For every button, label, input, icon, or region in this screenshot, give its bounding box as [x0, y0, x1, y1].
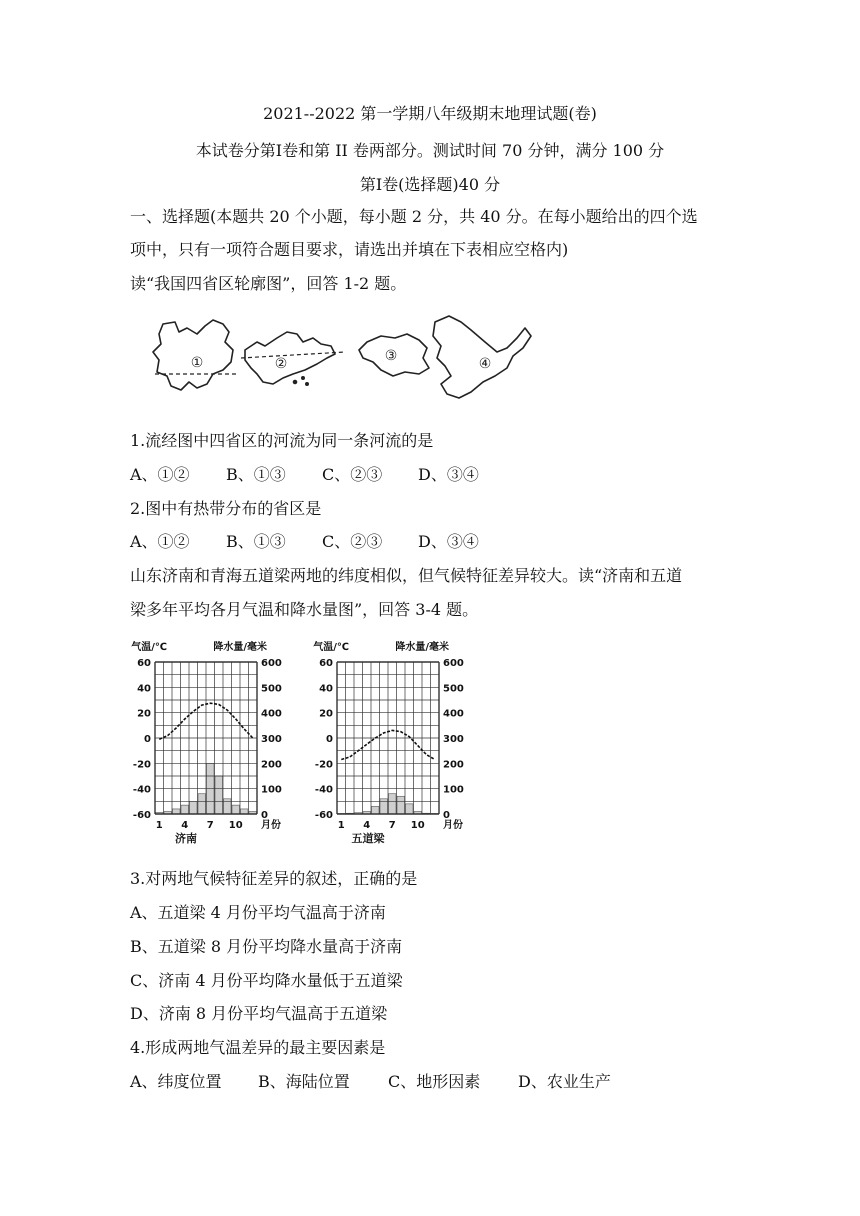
chart-1-title: 济南: [175, 832, 197, 845]
section-heading-line1: 一、选择题(本题共 20 个小题，每小题 2 分，共 40 分。在每小题给出的四个选: [130, 207, 698, 226]
q2-option-b[interactable]: B、①③: [226, 532, 286, 551]
chart-1-x-tick: 1: [155, 820, 163, 831]
province-label-2: ②: [274, 356, 288, 372]
reading-prompt-1: 读“我国四省区轮廓图”，回答 1-2 题。: [130, 274, 407, 293]
q1-option-d[interactable]: D、③④: [418, 465, 479, 484]
question-4-options: [130, 1071, 611, 1093]
q4-option-c[interactable]: C、地形因素: [388, 1072, 481, 1091]
chart-1-y-left-tick: -40: [132, 784, 151, 796]
chart-2-y-right-tick: 600: [443, 658, 464, 669]
chart-1-x-label: 月份: [261, 820, 281, 831]
chart-1-y-left-tick: 40: [137, 683, 151, 695]
chart-2-y-left-tick: -60: [314, 810, 333, 821]
chart-2-y-right-label: 降水量/毫米: [395, 642, 449, 653]
chart-2-y-left-tick: -40: [314, 784, 333, 796]
chart-2-x-label: 月份: [443, 820, 463, 831]
province-label-3: ③: [384, 348, 398, 364]
chart-2-x-tick: 10: [410, 820, 425, 831]
chart-1-y-right-tick: 100: [261, 784, 282, 796]
chart-1-y-left-label: 气温/℃: [131, 642, 167, 653]
chart-2-y-left-tick: 20: [319, 708, 333, 720]
q2-option-a[interactable]: A、①②: [130, 532, 190, 551]
chart-1-y-left-tick: -60: [132, 810, 151, 821]
chart-2-y-right-tick: 300: [443, 734, 464, 745]
chart-2-y-left-tick: 60: [319, 658, 333, 669]
chart-1-y-right-tick: 600: [261, 658, 282, 669]
chart-2-title: 五道梁: [351, 832, 385, 845]
climate-charts-figure: [125, 634, 475, 854]
chart-2-x-tick: 4: [363, 820, 371, 831]
chart-2-precip-bar: [372, 806, 380, 814]
section-heading-line2: 项中，只有一项符合题目要求，请选出并填在下表相应空格内): [130, 240, 569, 259]
province-2-outline: [245, 332, 335, 384]
chart-2-y-right-tick: 100: [443, 784, 464, 796]
chart-2-precip-bar: [406, 804, 414, 814]
chart-2-y-left-tick: 0: [326, 734, 333, 745]
chart-1-y-left-tick: -20: [132, 759, 151, 771]
q1-option-b[interactable]: B、①③: [226, 465, 286, 484]
q2-option-c[interactable]: C、②③: [322, 532, 383, 551]
chart-1-precip-bar: [181, 805, 189, 814]
chart-2-y-right-tick: 500: [443, 683, 464, 695]
chart-1-precip-bar: [198, 794, 206, 814]
chart-1-precip-bar: [215, 776, 223, 814]
chart-1-x-tick: 4: [181, 820, 189, 831]
chart-1-precip-bar: [190, 801, 198, 814]
chart-1-y-right-tick: 300: [261, 734, 282, 745]
q3-option-a[interactable]: A、五道梁 4 月份平均气温高于济南: [130, 903, 386, 922]
exam-title: 2021--2022 第一学期八年级期末地理试题(卷): [263, 104, 597, 123]
chart-1-y-left-tick: 20: [137, 708, 151, 720]
question-4-stem: 4.形成两地气温差异的最主要因素是: [130, 1038, 386, 1057]
chart-2-precip-bar: [389, 794, 397, 814]
province-outline-map: [145, 312, 545, 407]
chart-2-y-left-tick: -20: [314, 759, 333, 771]
chart-1-y-left-tick: 0: [144, 734, 151, 745]
province-label-1: ①: [190, 355, 204, 371]
exam-info: 本试卷分第Ⅰ卷和第 II 卷两部分。测试时间 70 分钟，满分 100 分: [195, 141, 665, 160]
q3-option-c[interactable]: C、济南 4 月份平均降水量低于五道梁: [130, 971, 403, 990]
chart-1-x-tick: 10: [228, 820, 243, 831]
q1-option-a[interactable]: A、①②: [130, 465, 190, 484]
q2-option-d[interactable]: D、③④: [418, 532, 479, 551]
passage-2-line2: 梁多年平均各月气温和降水量图”，回答 3-4 题。: [130, 600, 479, 619]
question-3-stem: 3.对两地气候特征差异的叙述，正确的是: [130, 869, 418, 888]
chart-1-x-tick: 7: [206, 820, 214, 831]
q3-option-d[interactable]: D、济南 8 月份平均气温高于五道梁: [130, 1004, 388, 1023]
q4-option-b[interactable]: B、海陆位置: [258, 1072, 350, 1091]
chart-2-precip-bar: [397, 796, 405, 814]
question-1-options: [130, 464, 479, 486]
chart-2-y-left-tick: 40: [319, 683, 333, 695]
question-1-stem: 1.流经图中四省区的河流为同一条河流的是: [130, 431, 434, 450]
question-2-options: [130, 531, 479, 553]
chart-1-y-right-tick: 0: [261, 810, 268, 821]
part-one-heading: 第Ⅰ卷(选择题)40 分: [359, 175, 501, 194]
province-label-4: ④: [478, 356, 492, 372]
passage-2-line1: 山东济南和青海五道梁两地的纬度相似，但气候特征差异较大。读“济南和五道: [130, 566, 683, 585]
chart-2-x-tick: 7: [388, 820, 396, 831]
chart-1-precip-bar: [241, 809, 249, 814]
chart-2-y-right-tick: 400: [443, 708, 464, 720]
chart-1-y-right-label: 降水量/毫米: [213, 642, 267, 653]
q4-option-a[interactable]: A、纬度位置: [130, 1072, 222, 1091]
chart-1-y-left-tick: 60: [137, 658, 151, 669]
question-2-stem: 2.图中有热带分布的省区是: [130, 499, 322, 518]
chart-2-y-left-label: 气温/℃: [313, 642, 349, 653]
chart-1-y-right-tick: 200: [261, 759, 282, 771]
q4-option-d[interactable]: D、农业生产: [518, 1072, 611, 1091]
chart-2-y-right-tick: 200: [443, 759, 464, 771]
chart-2-y-right-tick: 0: [443, 810, 450, 821]
chart-1-precip-bar: [232, 805, 240, 814]
q3-option-b[interactable]: B、五道梁 8 月份平均降水量高于济南: [130, 937, 403, 956]
chart-1-precip-bar: [173, 809, 181, 814]
chart-1-y-right-tick: 500: [261, 683, 282, 695]
chart-1-y-right-tick: 400: [261, 708, 282, 720]
chart-2-x-tick: 1: [337, 820, 345, 831]
q1-option-c[interactable]: C、②③: [322, 465, 383, 484]
